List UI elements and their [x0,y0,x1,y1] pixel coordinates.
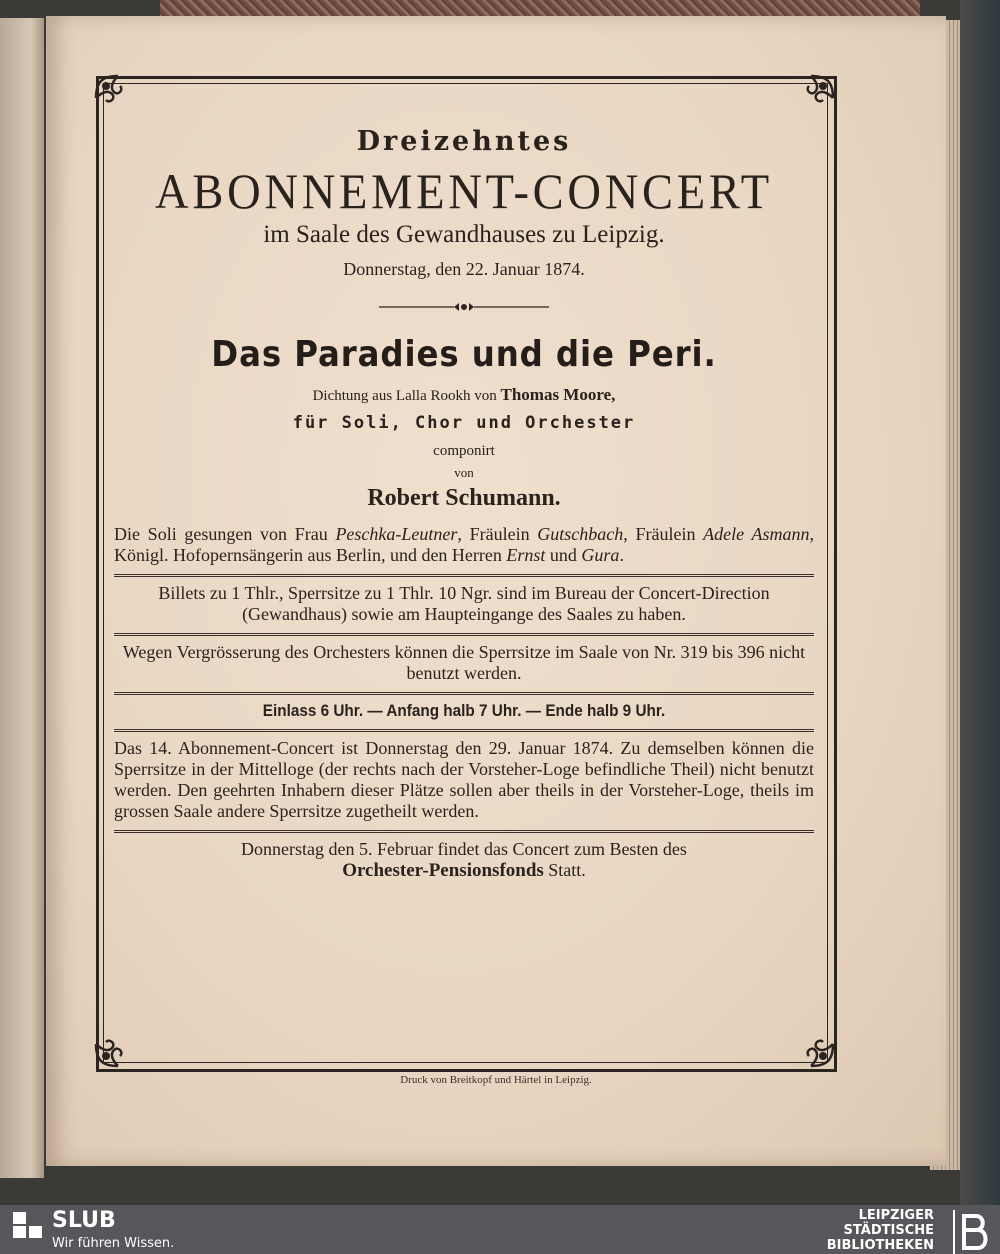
section-divider [114,692,814,695]
venue-line: im Saale des Gewandhauses zu Leipzig. [263,221,665,248]
composed-label: componirt [433,443,495,459]
benefit-notice [114,839,814,881]
partner-library-logo-icon [952,1210,992,1254]
concert-heading: ABONNEMENT-CONCERT [155,163,773,219]
section-divider [114,729,814,732]
partner-line: BIBLIOTHEKEN [826,1238,934,1253]
benefit-text: Donnerstag den 5. Februar findet das Concert zum Besten des [241,839,687,859]
soloist-name: Peschka-Leutner [335,524,458,544]
partner-library-name[interactable] [827,1208,934,1253]
soloist-name: Adele Asmann [703,524,810,544]
benefit-text-end: Statt. [543,860,586,880]
section-divider [114,574,814,577]
slub-tagline: Wir führen Wissen. [52,1236,175,1251]
scoring-line: für Soli, Chor und Orchester [292,413,636,433]
soloist-name: Gura [581,545,620,565]
section-divider [114,633,814,636]
soloist-name: Ernst [506,545,546,565]
divider-ornament-icon [379,300,549,314]
soli-text: . [619,545,624,565]
next-concert-notice: Das 14. Abonnement-Concert ist Donnerstag den 29. Januar 1874. Zu demselben können die Sperrsitze in der Mittelloge (der rechts nach der Vorsteher-Loge befindliche Theil) nicht benutzt werden. Den geehrten Inhabern dieser Plätze sollen aber theils in der Vorsteher-Loge, theils im grossen Saale andere Sperrsitze zugetheilt werden. [114,738,814,821]
soli-text: , Fräulein [623,524,704,544]
program-content [114,116,814,881]
soli-text: , Fräulein [457,524,538,544]
slub-logo-icon [13,1212,43,1238]
librettist-name: Thomas Moore, [500,385,616,404]
seating-notice: Wegen Vergrösserung des Orchesters können die Sperrsitze im Saale von Nr. 319 bis 396 nicht benutzt werden. [122,642,806,683]
slub-name[interactable]: SLUB [52,1208,116,1233]
concert-program-page [46,16,946,1166]
composer-name: Robert Schumann. [367,485,561,511]
libretto-credit [114,385,814,405]
corner-ornament-icon [781,1014,841,1074]
soli-text: und [545,545,582,565]
book-cover-right [960,0,1000,1205]
benefit-fund-name: Orchester-Pensionsfonds [342,860,544,881]
left-page-edge [0,18,44,1178]
times-notice: Einlass 6 Uhr. — Anfang halb 7 Uhr. — Ende halb 9 Uhr. [262,701,666,720]
concert-ordinal: Dreizehntes [356,126,572,157]
soloists-paragraph [114,524,814,566]
corner-ornament-icon [88,1014,148,1074]
soli-text: , Königl. Hofopernsängerin aus Berlin, und den Herren [114,524,814,565]
concert-date: Donnerstag, den 22. Januar 1874. [343,259,585,279]
libretto-prefix: Dichtung aus Lalla Rookh von [312,388,497,404]
partner-line: LEIPZIGER [858,1208,934,1223]
soli-text: Die Soli gesungen von Frau [114,524,336,544]
partner-line: STÄDTISCHE [843,1223,934,1238]
section-divider [114,830,814,833]
by-label: von [454,465,474,480]
work-title: Das Paradies und die Peri. [211,334,717,375]
soloist-name: Gutschbach [537,524,624,544]
tickets-notice: Billets zu 1 Thlr., Sperrsitze zu 1 Thlr. 10 Ngr. sind im Bureau der Concert-Direction (Gewandhaus) sowie am Haupteingange des Saales zu haben. [158,583,770,624]
printer-credit: Druck von Breitkopf und Härtel in Leipzig. [400,1074,592,1086]
